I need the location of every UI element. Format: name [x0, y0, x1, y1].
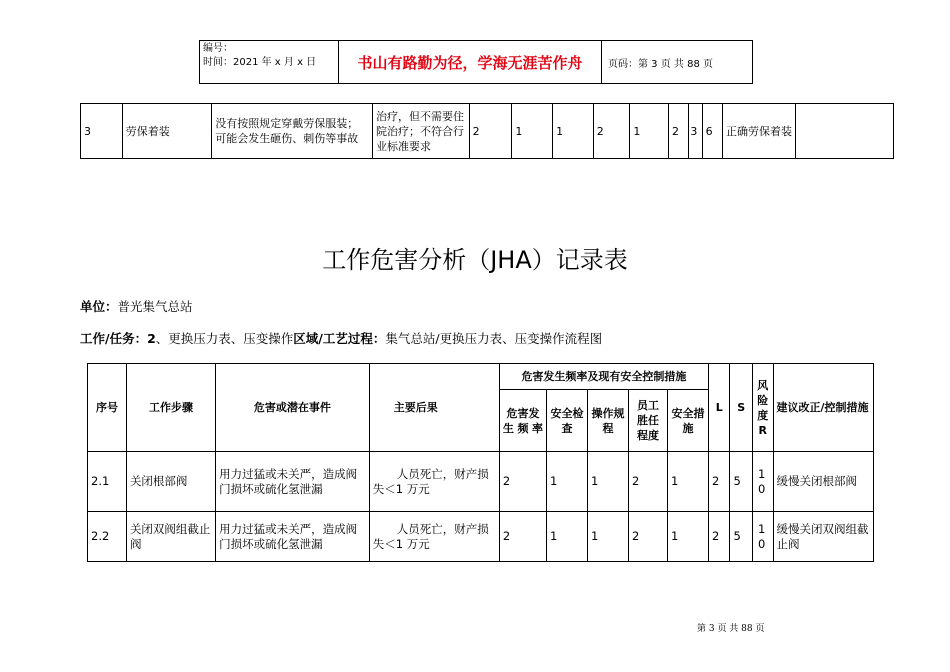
page-label: 页码：第 3 页 共 88 页: [608, 58, 713, 70]
col-step: 工作步骤: [126, 364, 215, 452]
cell-staff: 2: [593, 104, 630, 159]
cell-advice: 缓慢关闭双阀组截止阀: [773, 512, 874, 562]
page-title: 工作危害分析（JHA）记录表: [322, 246, 628, 274]
cell-consequence: 治疗，但不需要住院治疗；不符合行业标准要求: [373, 104, 470, 159]
cell-num: 3: [81, 104, 123, 159]
cell-s: 3: [689, 104, 702, 159]
col-hazard: 危害或潜在事件: [216, 364, 370, 452]
cell-consequence: 人员死亡，财产损失＜1 万元: [369, 512, 499, 562]
task-value: 、更换压力表、压变操作: [155, 331, 294, 346]
table-row: [81, 104, 894, 159]
cell-s: 5: [730, 512, 753, 562]
cell-proc: 1: [588, 452, 629, 512]
col-staff: 员工胜任程度: [629, 390, 668, 452]
cell-measure: 1: [667, 452, 708, 512]
cell-consequence: 人员死亡，财产损失＜1 万元: [369, 452, 499, 512]
cell-hazard: 没有按照规定穿戴劳保服装；可能会发生砸伤、刺伤等事故: [212, 104, 373, 159]
cell-freq: 2: [469, 104, 512, 159]
time-label: 时间：2021 年 x 月 x 日: [203, 57, 317, 68]
unit-label: 单位：: [80, 299, 118, 314]
previous-table: [80, 103, 894, 159]
cell-advice: 缓慢关闭根部阀: [773, 452, 874, 512]
table-header-row: [88, 364, 874, 390]
col-s: S: [730, 364, 753, 452]
cell-staff: 2: [629, 452, 668, 512]
cell-check: 1: [512, 104, 553, 159]
page-header: [199, 40, 753, 84]
area-value: 集气总站/更换压力表、压变操作流程图: [385, 331, 603, 346]
cell-step: 劳保着装: [122, 104, 212, 159]
unit-value: 普光集气总站: [117, 299, 193, 314]
cell-step: 关闭根部阀: [126, 452, 215, 512]
col-freq: 危害发生频率: [499, 390, 546, 452]
col-check: 安全检查: [547, 390, 588, 452]
col-advice: 建议改正/控制措施: [773, 364, 874, 452]
cell-freq: 2: [499, 452, 546, 512]
page-footer: 第 3 页 共 88 页: [697, 624, 765, 634]
col-r: 风险度R: [753, 364, 773, 452]
table-row: [88, 512, 874, 562]
cell-num: 2.1: [88, 452, 127, 512]
cell-num: 2.2: [88, 512, 127, 562]
cell-proc: 1: [588, 512, 629, 562]
number-label: 编号：: [203, 43, 233, 54]
col-consequence: 主要后果: [369, 364, 499, 452]
cell-step: 关闭双阀组截止阀: [126, 512, 215, 562]
cell-l: 2: [669, 104, 689, 159]
cell-measure: 1: [667, 512, 708, 562]
area-label: 区域/工艺过程：: [293, 331, 386, 346]
cell-r: 6: [702, 104, 722, 159]
col-num: 序号: [88, 364, 127, 452]
col-proc: 操作规程: [588, 390, 629, 452]
cell-s: 5: [730, 452, 753, 512]
col-l: L: [708, 364, 730, 452]
cell-check: 1: [547, 452, 588, 512]
cell-staff: 2: [629, 512, 668, 562]
cell-advice: 正确劳保着装: [722, 104, 795, 159]
cell-hazard: 用力过猛或未关严，造成阀门损坏或硫化氢泄漏: [216, 452, 370, 512]
cell-proc: 1: [553, 104, 594, 159]
header-meta: [200, 41, 339, 83]
task-line: [80, 329, 602, 347]
cell-hazard: 用力过猛或未关严，造成阀门损坏或硫化氢泄漏: [216, 512, 370, 562]
col-group: 危害发生频率及现有安全控制措施: [499, 364, 708, 390]
task-number: 2: [147, 331, 156, 346]
cell-r: 10: [753, 452, 773, 512]
unit-line: [80, 297, 193, 315]
table-row: [88, 452, 874, 512]
cell-l: 2: [708, 452, 730, 512]
cell-r: 10: [753, 512, 773, 562]
cell-check: 1: [547, 512, 588, 562]
cell-measure: 1: [630, 104, 669, 159]
task-label: 工作/任务：: [80, 331, 148, 346]
cell-freq: 2: [499, 512, 546, 562]
cell-l: 2: [708, 512, 730, 562]
jha-table: [87, 363, 874, 562]
cell-extra: [796, 104, 894, 159]
col-measure: 安全措施: [667, 390, 708, 452]
motto: 书山有路勤为径，学海无涯苦作舟: [339, 41, 602, 83]
